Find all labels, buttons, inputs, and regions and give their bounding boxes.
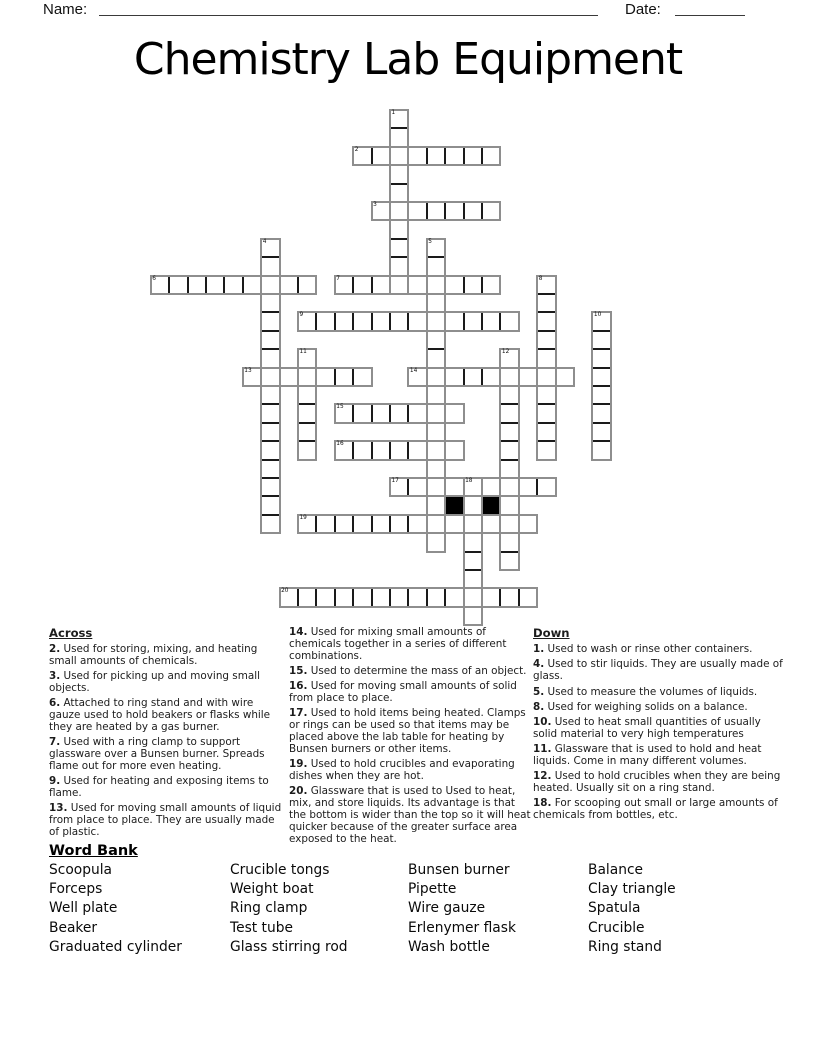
word-bank-item: Scoopula [49, 862, 113, 878]
grid-cell [390, 257, 408, 275]
grid-cell [169, 276, 187, 294]
grid-cell [464, 515, 482, 533]
word-bank-heading: Word Bank [49, 843, 138, 859]
word-bank-item: Graduated cylinder [49, 938, 182, 955]
grid-cell [335, 368, 353, 386]
grid-cell [261, 349, 279, 367]
grid-cell [519, 478, 537, 496]
grid-cell [427, 478, 445, 496]
clue-number: 11 [299, 349, 307, 356]
grid-cell [592, 404, 610, 422]
clue-item: 11. Glassware that is used to hold and heat liquids. Come in many different volumes. [533, 743, 762, 768]
grid-cell [335, 588, 353, 606]
grid-cell [316, 515, 334, 533]
grid-cell [445, 441, 463, 459]
down-clues-column [533, 627, 785, 826]
grid-cell [445, 368, 463, 386]
grid-cell [261, 331, 279, 349]
grid-cell [408, 441, 426, 459]
grid-cell [261, 276, 279, 294]
word-bank-item: Test tube [230, 919, 293, 936]
grid-cell [390, 312, 408, 330]
grid-cell [537, 386, 555, 404]
grid-cell [372, 276, 390, 294]
word-bank-item: Ring stand [588, 938, 662, 955]
grid-cell [482, 368, 500, 386]
grid-cell [592, 386, 610, 404]
clue-item-number: 4. [533, 658, 545, 671]
grid-cell [298, 276, 316, 294]
word-bank-column-3 [408, 861, 516, 957]
clue-number: 3 [373, 202, 377, 208]
grid-cell [464, 533, 482, 551]
clue-number: 17 [391, 478, 399, 484]
grid-cell [390, 276, 408, 294]
clue-number: 1 [391, 110, 396, 116]
grid-cell [482, 515, 500, 533]
grid-cell [592, 331, 610, 349]
clue-item: 3. Used for picking up and moving small objects. [49, 670, 260, 695]
grid-cell [408, 404, 426, 422]
clue-number: 8 [538, 275, 543, 282]
grid-cell [445, 147, 463, 165]
clue-number: 4 [262, 238, 267, 245]
grid-cell [390, 220, 408, 238]
grid-cell [224, 276, 242, 294]
word-bank-item: Wire gauze [408, 900, 486, 917]
grid-cell [390, 515, 408, 533]
grid-cell [408, 515, 426, 533]
clue-item: 8. Used for weighing solids on a balance. [533, 700, 748, 713]
grid-cell [556, 368, 574, 386]
grid-cell [261, 441, 279, 459]
grid-cell [427, 496, 445, 514]
grid-cell [519, 368, 537, 386]
clue-item: 6. Attached to ring stand and with wire gauze used to hold beakers or flasks while they are heated by a gas burner. [49, 697, 271, 734]
clue-item-number: 10. [533, 716, 552, 729]
clue-item: 16. Used for moving small amounts of solid from place to place. [289, 680, 517, 705]
grid-cell [298, 441, 316, 459]
grid-cell [537, 423, 555, 441]
grid-cell [445, 312, 463, 330]
grid-cell [500, 441, 518, 459]
grid-cell [500, 533, 518, 551]
date-blank-line [675, 2, 745, 16]
grid-cell [445, 478, 463, 496]
grid-cell [500, 423, 518, 441]
grid-cell [261, 478, 279, 496]
clue-item-number: 7. [49, 736, 61, 749]
clue-number: 2 [354, 146, 359, 153]
clue-item-number: 5. [533, 685, 545, 698]
clue-number: 14 [409, 367, 418, 374]
clue-item-number: 2. [49, 643, 61, 656]
grid-cell [390, 202, 408, 220]
grid-cell [427, 423, 445, 441]
grid-cell [464, 312, 482, 330]
word-bank-item: Forceps [49, 881, 103, 898]
grid-cell [408, 312, 426, 330]
grid-cell [519, 515, 537, 533]
grid-cell [353, 312, 371, 330]
clue-number: 13 [244, 367, 252, 374]
grid-cell [500, 460, 518, 478]
grid-cell [390, 165, 408, 183]
grid-cell [408, 588, 426, 606]
grid-cell [500, 386, 518, 404]
word-bank-item: Spatula [588, 900, 641, 917]
word-bank-item: Weight boat [230, 881, 314, 898]
grid-cell [390, 147, 408, 165]
grid-cell [500, 515, 518, 533]
clue-item-number: 16. [289, 680, 308, 693]
clue-item: 18. For scooping out small or large amounts of chemicals from bottles, etc. [533, 797, 778, 822]
clue-item-number: 14. [289, 626, 308, 638]
grid-cell [482, 588, 500, 606]
grid-cell [261, 496, 279, 514]
grid-cell [500, 478, 518, 496]
clue-item: 15. Used to determine the mass of an object. [289, 664, 527, 677]
word-bank-item: Bunsen burner [408, 862, 510, 878]
grid-cell [316, 588, 334, 606]
grid-cell [427, 588, 445, 606]
clue-item-number: 6. [49, 697, 61, 710]
clue-item-number: 9. [49, 775, 61, 788]
word-bank-item: Wash bottle [408, 938, 490, 955]
grid-cell [353, 404, 371, 422]
grid-cell [353, 368, 371, 386]
grid-cell [372, 515, 390, 533]
grid-cell [519, 588, 537, 606]
clue-item-number: 13. [49, 802, 68, 815]
clue-item-number: 17. [289, 707, 308, 720]
grid-cell [445, 276, 463, 294]
grid-cell [427, 276, 445, 294]
grid-cell [500, 312, 518, 330]
clue-number: 16 [336, 441, 344, 448]
grid-cell [408, 276, 426, 294]
clue-item: 9. Used for heating and exposing items to flame. [49, 775, 269, 800]
clue-item: 12. Used to hold crucibles when they are being heated. Usually sit on a ring stand. [533, 770, 781, 795]
grid-cell [482, 147, 500, 165]
word-bank-item: Ring clamp [230, 900, 308, 917]
grid-cell [427, 147, 445, 165]
clue-item: 4. Used to stir liquids. They are usually made of glass. [533, 658, 783, 683]
grid-cell [390, 184, 408, 202]
clue-item: 17. Used to hold items being heated. Clamps or rings can be used so that items may be placed above the lab table for heating by Bunsen burners or other items. [289, 707, 526, 755]
grid-cell [261, 386, 279, 404]
grid-cell [445, 404, 463, 422]
grid-cell [298, 368, 316, 386]
grid-cell [427, 533, 445, 551]
word-bank-column-2 [230, 861, 348, 957]
word-bank-column-1 [49, 861, 182, 957]
grid-cell [464, 607, 482, 625]
grid-cell [298, 423, 316, 441]
grid-cell [464, 552, 482, 570]
clue-item-number: 8. [533, 700, 545, 713]
grid-cell [482, 312, 500, 330]
black-cell [445, 496, 463, 514]
grid-cell [464, 588, 482, 606]
grid-cell [445, 202, 463, 220]
grid-cell [390, 441, 408, 459]
word-bank-item: Erlenymer flask [408, 919, 516, 936]
grid-cell [188, 276, 206, 294]
grid-cell [390, 239, 408, 257]
grid-cell [280, 276, 298, 294]
grid-cell [500, 496, 518, 514]
grid-cell [427, 349, 445, 367]
grid-cell [500, 588, 518, 606]
clue-item: 13. Used for moving small amounts of liquid from place to place. They are usually made of plastic. [49, 802, 282, 839]
grid-cell [427, 441, 445, 459]
grid-cell [298, 588, 316, 606]
grid-cell [408, 202, 426, 220]
grid-cell [353, 276, 371, 294]
grid-cell [390, 588, 408, 606]
grid-cell [537, 368, 555, 386]
grid-cell [445, 588, 463, 606]
clue-item-number: 11. [533, 743, 552, 756]
grid-cell [298, 386, 316, 404]
date-label: Date: [625, 1, 661, 18]
clue-section-heading: Down [533, 626, 570, 640]
clue-number: 19 [299, 514, 307, 521]
grid-cell [390, 404, 408, 422]
grid-cell [353, 588, 371, 606]
grid-cell [464, 496, 482, 514]
clue-number: 5 [428, 238, 432, 245]
grid-cell [261, 404, 279, 422]
word-bank-item: Balance [588, 862, 644, 878]
grid-cell [537, 312, 555, 330]
grid-cell [464, 276, 482, 294]
word-bank-item: Well plate [49, 900, 118, 917]
word-bank-item: Beaker [49, 919, 98, 936]
grid-cell [537, 331, 555, 349]
clue-item-number: 19. [289, 758, 308, 771]
name-label: Name: [43, 1, 88, 18]
word-bank-item: Crucible [588, 919, 645, 936]
grid-cell [500, 368, 518, 386]
clue-number: 20 [281, 588, 289, 595]
clue-number: 12 [501, 349, 510, 356]
grid-cell [261, 460, 279, 478]
grid-cell [372, 404, 390, 422]
grid-cell [427, 515, 445, 533]
grid-cell [464, 147, 482, 165]
grid-cell [206, 276, 224, 294]
grid-cell [427, 386, 445, 404]
clue-number: 6 [152, 275, 156, 282]
grid-cell [243, 276, 261, 294]
grid-cell [316, 312, 334, 330]
grid-cell [390, 128, 408, 146]
word-bank-item: Glass stirring rod [230, 938, 348, 955]
grid-cell [316, 368, 334, 386]
grid-cell [261, 368, 279, 386]
black-cell [482, 496, 500, 514]
grid-cell [537, 294, 555, 312]
clue-item: 7. Used with a ring clamp to support glassware over a Bunsen burner. Spreads flame out for more even heating. [49, 736, 265, 773]
clue-item: 5. Used to measure the volumes of liquids. [533, 685, 758, 698]
grid-cell [427, 294, 445, 312]
grid-cell [427, 257, 445, 275]
grid-cell [335, 515, 353, 533]
clue-item: 19. Used to hold crucibles and evaporating dishes when they are hot. [289, 758, 515, 783]
word-bank-item: Pipette [408, 881, 457, 898]
clue-item: 2. Used for storing, mixing, and heating small amounts of chemicals. [49, 643, 258, 668]
grid-cell [500, 552, 518, 570]
grid-cell [464, 368, 482, 386]
clue-number: 18 [465, 478, 473, 484]
crossword-grid [151, 110, 611, 625]
grid-cell [353, 441, 371, 459]
grid-cell [261, 294, 279, 312]
grid-cell [353, 515, 371, 533]
clue-item-number: 15. [289, 664, 308, 677]
clue-item-number: 18. [533, 797, 552, 810]
grid-cell [537, 404, 555, 422]
grid-cell [482, 276, 500, 294]
clue-section-heading: Across [49, 626, 93, 640]
grid-cell [261, 423, 279, 441]
grid-cell [537, 349, 555, 367]
across-clues-column-2 [289, 627, 532, 849]
grid-cell [537, 478, 555, 496]
grid-cell [445, 515, 463, 533]
grid-cell [427, 368, 445, 386]
grid-cell [280, 368, 298, 386]
clue-item: 1. Used to wash or rinse other containers. [533, 643, 753, 656]
across-clues-column-1 [49, 627, 287, 842]
name-blank-line [99, 2, 598, 16]
clue-item-number: 3. [49, 670, 61, 683]
grid-cell [261, 312, 279, 330]
clue-item-number: 1. [533, 643, 545, 656]
word-bank-item: Crucible tongs [230, 862, 330, 878]
grid-cell [298, 404, 316, 422]
clue-item-number: 12. [533, 770, 552, 783]
clue-item-number: 20. [289, 785, 308, 798]
grid-cell [537, 441, 555, 459]
clue-number: 15 [336, 404, 344, 411]
grid-cell [372, 147, 390, 165]
grid-cell [500, 404, 518, 422]
grid-cell [482, 478, 500, 496]
clue-number: 10 [593, 312, 602, 319]
grid-cell [592, 423, 610, 441]
grid-cell [427, 202, 445, 220]
page-title: Chemistry Lab Equipment [133, 34, 683, 85]
grid-cell [592, 368, 610, 386]
grid-cell [261, 515, 279, 533]
clue-item: 20. Glassware that is used to Used to heat, mix, and store liquids. Its advantage is that the bottom is wider than the top so it will heat quicker because of the greater surface area exposed to the heat. [289, 785, 531, 845]
grid-cell [427, 312, 445, 330]
grid-cell [464, 570, 482, 588]
word-bank-item: Clay triangle [588, 881, 676, 898]
clue-number: 7 [336, 275, 340, 282]
grid-cell [592, 441, 610, 459]
clue-number: 9 [299, 312, 304, 319]
grid-cell [408, 478, 426, 496]
grid-cell [482, 202, 500, 220]
grid-cell [408, 147, 426, 165]
grid-cell [427, 404, 445, 422]
grid-cell [427, 331, 445, 349]
grid-cell [372, 312, 390, 330]
grid-cell [464, 202, 482, 220]
word-bank-column-4 [588, 861, 676, 957]
clue-item: 10. Used to heat small quantities of usually solid material to very high temperatures [533, 716, 761, 740]
grid-cell [335, 312, 353, 330]
grid-cell [261, 257, 279, 275]
grid-cell [592, 349, 610, 367]
grid-cell [372, 588, 390, 606]
clue-item: 14. Used for mixing small amounts of chemicals together in a series of different combinations. [289, 626, 507, 662]
grid-cell [427, 460, 445, 478]
grid-cell [372, 441, 390, 459]
